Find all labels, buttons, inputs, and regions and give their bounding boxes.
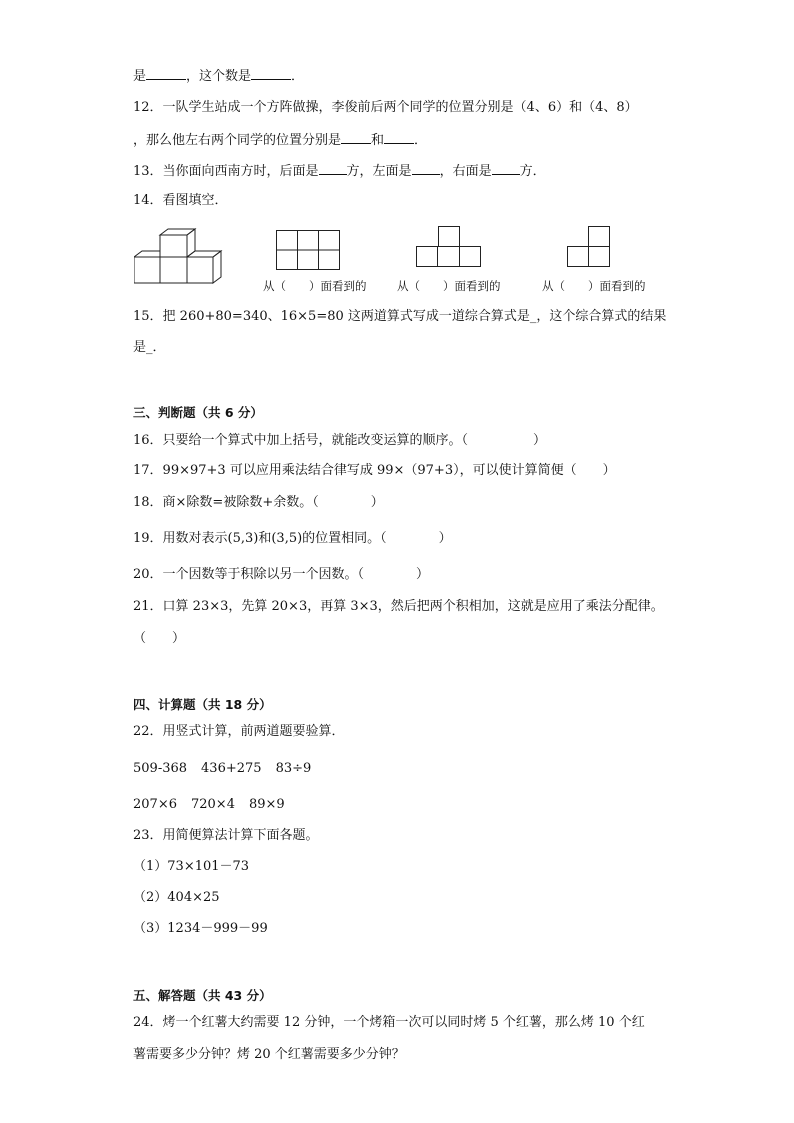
view-t-shape	[416, 226, 482, 268]
q15-line1: 15．把 260+80=340、16×5=80 这两道算式写成一道综合算式是_，这个综合算式的结果	[133, 309, 667, 324]
answer-blank[interactable]	[251, 66, 291, 80]
answer-blank[interactable]	[146, 66, 186, 80]
q23-item-3: （3）1234－999－99	[133, 921, 268, 936]
q22-text: 22．用竖式计算，前两道题要验算．	[133, 724, 345, 739]
q18-text: 18．商×除数=被除数+余数。（ ）	[133, 495, 384, 510]
q23-item-1: （1）73×101－73	[133, 859, 250, 874]
q21-line1: 21．口算 23×3，先算 20×3，再算 3×3，然后把两个积相加，这就是应用了乘法分配律。	[133, 599, 664, 614]
section3-title: 三、判断题（共 6 分）	[133, 405, 263, 420]
q22-row1: 509-368 436+275 83÷9	[133, 761, 312, 776]
section5-title: 五、解答题（共 43 分）	[133, 988, 272, 1003]
q16-text: 16．只要给一个算式中加上括号，就能改变运算的顺序。（ ）	[133, 433, 547, 448]
answer-blank[interactable]	[319, 161, 347, 175]
q22-row2: 207×6 720×4 89×9	[133, 797, 285, 812]
q17-text: 17．99×97+3 可以应用乘法结合律写成 99×（97+3），可以使计算简便（ ）	[133, 463, 616, 478]
view-caption-2: 从（ ）面看到的	[397, 279, 501, 293]
q21-line2: （ ）	[133, 631, 186, 646]
cube-stack-figure	[134, 227, 230, 287]
q12-line1: 12．一队学生站成一个方阵做操，李俊前后两个同学的位置分别是（4、6）和（4、8）	[133, 100, 638, 115]
section4-title: 四、计算题（共 18 分）	[133, 697, 272, 712]
view-l-shape	[567, 226, 611, 268]
view-caption-1: 从（ ）面看到的	[263, 279, 367, 293]
q11-answer-line: 是 ，这个数是 ．	[133, 66, 304, 86]
q23-text: 23．用简便算法计算下面各题。	[133, 828, 319, 843]
q20-text: 20．一个因数等于积除以另一个因数。（ ）	[133, 567, 430, 582]
q15-line2: 是_．	[133, 340, 166, 355]
view-caption-3: 从（ ）面看到的	[542, 279, 646, 293]
q24-line1: 24．烤一个红薯大约需要 12 分钟，一个烤箱一次可以同时烤 5 个红薯，那么烤 10 个红	[133, 1015, 645, 1030]
q23-item-2: （2）404×25	[133, 890, 220, 905]
answer-blank[interactable]	[341, 130, 371, 144]
answer-blank[interactable]	[384, 130, 414, 144]
answer-blank[interactable]	[492, 161, 520, 175]
q12-line2: ，那么他左右两个同学的位置分别是 和 ．	[133, 130, 427, 150]
view-grid-2x3	[276, 230, 340, 270]
q13-line: 13．当你面向西南方时，后面是 方，左面是 ，右面是 方．	[133, 161, 546, 181]
answer-blank[interactable]	[412, 161, 440, 175]
q24-line2: 薯需要多少分钟？烤 20 个红薯需要多少分钟？	[133, 1047, 405, 1062]
q19-text: 19．用数对表示(5,3)和(3,5)的位置相同。（ ）	[133, 531, 452, 546]
q14-text: 14．看图填空．	[133, 193, 228, 208]
